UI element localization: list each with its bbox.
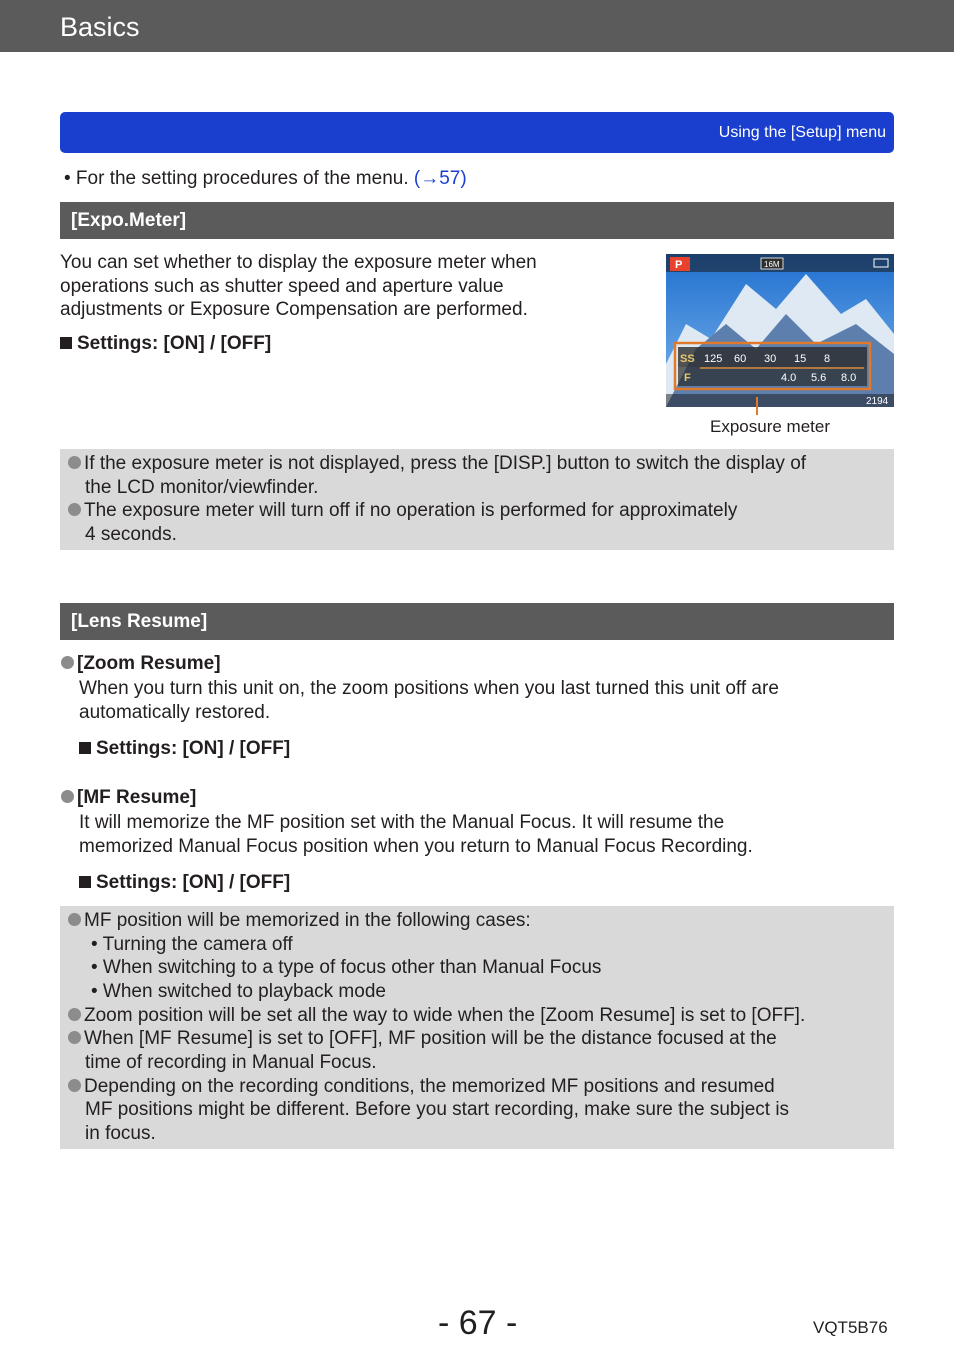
note-continuation: in focus. xyxy=(85,1123,156,1144)
description-line: automatically restored. xyxy=(79,701,271,723)
note-subitem: • Turning the camera off xyxy=(91,934,293,955)
expo-meter-description xyxy=(60,251,537,322)
bullet-dot-icon xyxy=(68,503,81,516)
note-text: Zoom position will be set all the way to wide when the [Zoom Resume] is set to [OFF]. xyxy=(84,1005,806,1026)
bullet-dot-icon xyxy=(61,656,74,669)
note-item xyxy=(68,1076,775,1098)
zoom-resume-title xyxy=(61,653,221,675)
model-code: VQT5B76 xyxy=(813,1318,888,1337)
intro-text: • For the setting procedures of the menu. xyxy=(64,168,409,189)
bullet-dot-icon xyxy=(68,1031,81,1044)
note-continuation: time of recording in Manual Focus. xyxy=(85,1052,377,1073)
expo-meter-settings xyxy=(60,333,271,355)
note-item xyxy=(68,1005,805,1027)
intro-line xyxy=(64,168,467,190)
settings-text: Settings: [ON] / [OFF] xyxy=(96,738,291,759)
shutter-value: 15 xyxy=(794,353,807,365)
zoom-resume-settings xyxy=(79,738,290,760)
bullet-dot-icon xyxy=(68,1079,81,1092)
aperture-label: F xyxy=(684,372,691,384)
expo-meter-heading-text: [Expo.Meter] xyxy=(71,210,187,231)
note-continuation: the LCD monitor/viewfinder. xyxy=(85,477,319,498)
note-item xyxy=(68,500,737,522)
description-line: adjustments or Exposure Compensation are performed. xyxy=(60,299,528,320)
mode-label: P xyxy=(675,259,683,271)
expo-meter-heading xyxy=(60,202,894,239)
camera-screen-graphic xyxy=(666,254,894,407)
caption-pointer-line xyxy=(756,397,758,415)
zoom-resume-description xyxy=(79,677,779,724)
note-continuation: MF positions might be different. Before you start recording, make sure the subject is xyxy=(85,1099,790,1120)
description-line: operations such as shutter speed and aperture value xyxy=(60,275,504,297)
note-item xyxy=(68,1028,777,1050)
camera-screen-image xyxy=(666,254,894,407)
shutter-value: 30 xyxy=(764,353,777,365)
note-continuation: 4 seconds. xyxy=(85,524,177,545)
shutter-value: 125 xyxy=(704,353,723,365)
lens-resume-notes xyxy=(60,906,894,1149)
mf-resume-title xyxy=(61,787,196,809)
header-title: Basics xyxy=(60,12,140,42)
aperture-value: 8.0 xyxy=(841,372,857,384)
description-line: It will memorize the MF position set with the Manual Focus. It will resume the xyxy=(79,812,725,833)
intro-page-link[interactable]: (→57) xyxy=(413,168,467,189)
square-bullet-icon xyxy=(79,742,91,754)
note-item xyxy=(68,910,531,932)
description-line: memorized Manual Focus position when you return to Manual Focus Recording. xyxy=(79,835,753,857)
mf-resume-settings xyxy=(79,872,290,894)
note-text: When [MF Resume] is set to [OFF], MF position will be the distance focused at the xyxy=(84,1028,777,1049)
description-line: You can set whether to display the exposure meter when xyxy=(60,252,537,273)
settings-text: Settings: [ON] / [OFF] xyxy=(96,872,291,893)
note-text: The exposure meter will turn off if no operation is performed for approximately xyxy=(84,500,738,521)
aperture-value: 5.6 xyxy=(811,372,827,384)
shutter-speed-label: SS xyxy=(680,353,695,365)
shutter-value: 60 xyxy=(734,353,747,365)
lens-resume-heading xyxy=(60,603,894,640)
bullet-dot-icon xyxy=(68,1008,81,1021)
bullet-dot-icon xyxy=(68,456,81,469)
bullet-dot-icon xyxy=(68,913,81,926)
settings-text: Settings: [ON] / [OFF] xyxy=(77,333,272,354)
description-line: When you turn this unit on, the zoom positions when you last turned this unit off are xyxy=(79,678,779,699)
square-bullet-icon xyxy=(60,337,72,349)
expo-meter-notes xyxy=(60,449,894,550)
mf-resume-description xyxy=(79,811,753,858)
aperture-value: 4.0 xyxy=(781,372,797,384)
bullet-dot-icon xyxy=(61,790,74,803)
lens-resume-heading-text: [Lens Resume] xyxy=(71,611,208,632)
note-text: Depending on the recording conditions, the memorized MF positions and resumed xyxy=(84,1076,775,1097)
image-size-label: 16M xyxy=(764,260,780,269)
mf-resume-title-text: [MF Resume] xyxy=(77,787,197,808)
remaining-shots: 2194 xyxy=(866,396,889,407)
note-item xyxy=(68,453,806,475)
shutter-value: 8 xyxy=(824,353,831,365)
note-text: If the exposure meter is not displayed, press the [DISP.] button to switch the display of xyxy=(84,453,807,474)
image-caption: Exposure meter xyxy=(710,417,830,436)
zoom-resume-title-text: [Zoom Resume] xyxy=(77,653,221,674)
header-bar xyxy=(0,0,954,52)
note-subitem: • When switching to a type of focus other than Manual Focus xyxy=(91,957,602,978)
menu-bar-label[interactable]: Using the [Setup] menu xyxy=(718,124,886,141)
note-text: MF position will be memorized in the following cases: xyxy=(84,910,531,931)
page-number: - 67 - xyxy=(438,1304,518,1342)
note-subitem: • When switched to playback mode xyxy=(91,981,386,1002)
square-bullet-icon xyxy=(79,876,91,888)
menu-bar xyxy=(60,112,894,153)
